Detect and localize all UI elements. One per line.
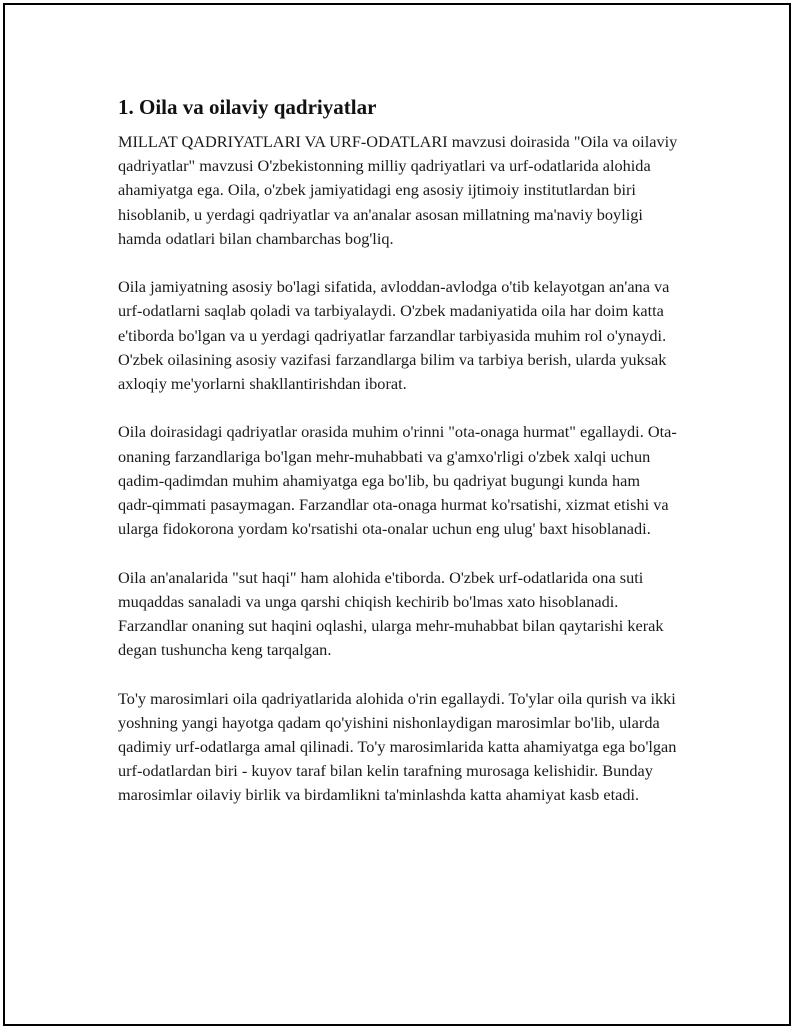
paragraph-1: MILLAT QADRIYATLARI VA URF-ODATLARI mavzusi doirasida "Oila va oilaviy qadriyatlar" mavzusi O'zbekistonning milliy qadriyatlari va urf-odatlarida alohida ahamiyatga ega. Oila, o'zbek jamiyatidagi eng asosiy ijtimoiy institutlardan biri hisoblanib, u yerdagi qadriyatlar va an'analar asosan millatning ma'naviy boyligi hamda odatlari bilan chambarchas bog'liq. bbox=[118, 132, 678, 248]
section-heading: 1. Oila va oilaviy qadriyatlar bbox=[118, 95, 377, 119]
document-body bbox=[118, 93, 678, 808]
paragraph-5: To'y marosimlari oila qadriyatlarida alohida o'rin egallaydi. To'ylar oila qurish va ikki yoshning yangi hayotga qadam qo'yishini nishonlaydigan marosimlar bo'lib, ularda qadimiy urf-odatlarga amal qilinadi. To'y marosimlarida katta ahamiyatga ega bo'lgan urf-odatlardan biri - kuyov taraf bilan kelin tarafning murosaga kelishidir. Bunday marosimlar oilaviy birlik va birdamlikni ta'minlashda katta ahamiyat kasb etadi. bbox=[118, 688, 677, 805]
paragraph-2: Oila jamiyatning asosiy bo'lagi sifatida, avloddan-avlodga o'tib kelayotgan an'ana va urf-odatlarni saqlab qoladi va tarbiyalaydi. O'zbek madaniyatida oila har doim katta e'tiborda bo'lgan va u yerdagi qadriyatlar farzandlar tarbiyasida muhim rol o'ynaydi. O'zbek oilasining asosiy vazifasi farzandlarga bilim va tarbiya berish, ularda yuksak axloqiy me'yorlarni shakllantirishdan iborat. bbox=[118, 277, 670, 394]
paragraph-3: Oila doirasidagi qadriyatlar orasida muhim o'rinni "ota-onaga hurmat" egallaydi. Ota-onaning farzandlariga bo'lgan mehr-muhabbati va g'amxo'rligi o'zbek xalqi uchun qadim-qadimdan muhim ahamiyatga ega bo'lib, bu qadriyat bugungi kunda ham qadr-qimmati pasaymagan. Farzandlar ota-onaga hurmat ko'rsatishi, xizmat etishi va ularga fidokorona yordam ko'rsatishi ota-onalar uchun eng ulug' baxt hisoblanadi. bbox=[118, 422, 677, 539]
paragraph-4: Oila an'analarida "sut haqi" ham alohida e'tiborda. O'zbek urf-odatlarida ona suti muqaddas sanaladi va unga qarshi chiqish kechirib bo'lmas xato hisoblanadi. Farzandlar onaning sut haqini oqlashi, ularga mehr-muhabbat bilan qaytarishi kerak degan tushuncha keng tarqalgan. bbox=[118, 567, 664, 660]
